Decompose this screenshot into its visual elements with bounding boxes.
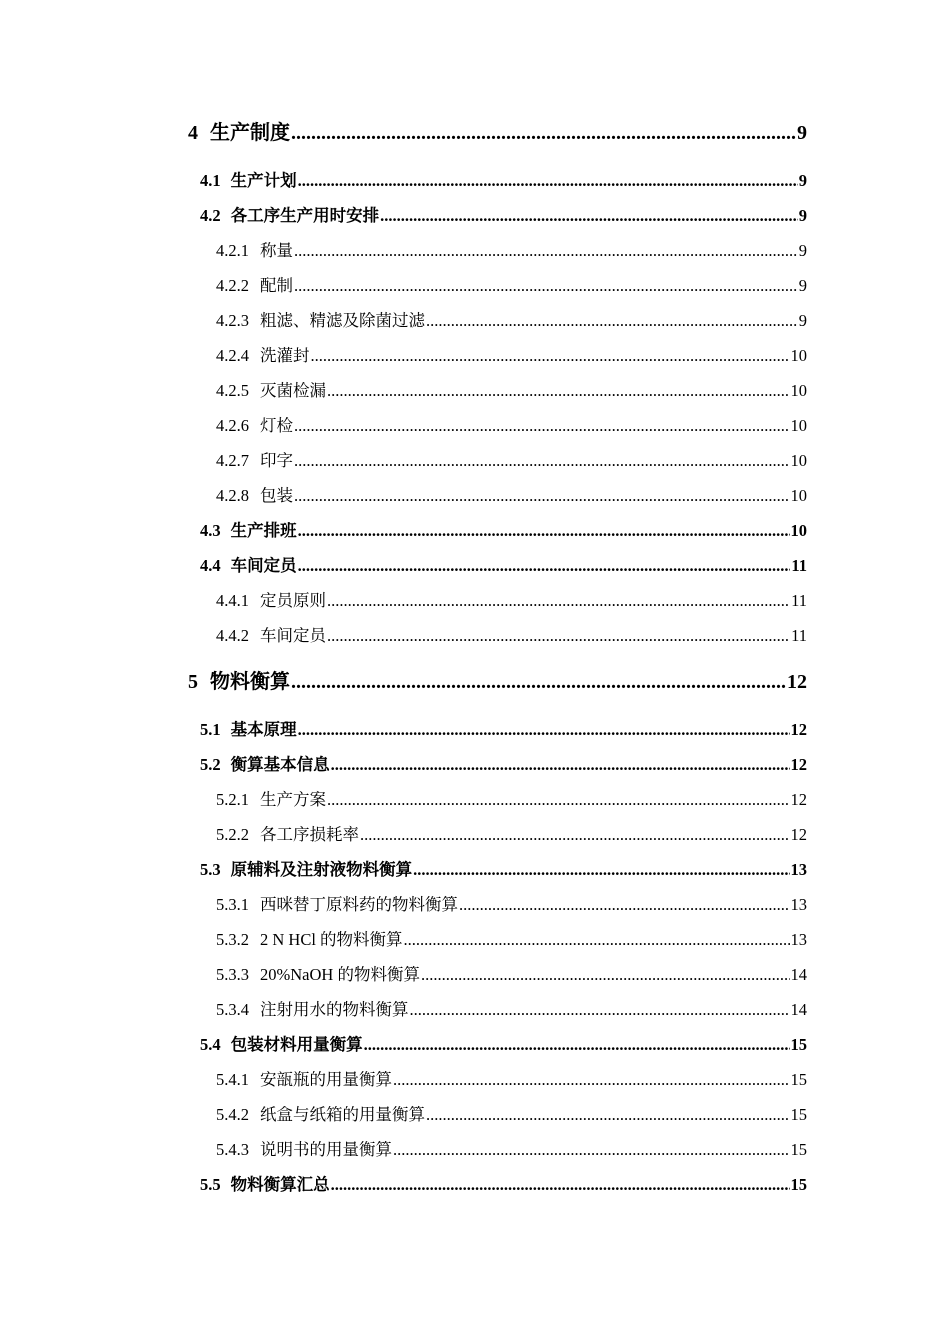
toc-subsection-4-2-2[interactable] — [216, 272, 807, 296]
toc-entry-title: 安瓿瓶的用量衡算 — [260, 1070, 392, 1089]
toc-entry-title: 生产排班 — [230, 521, 297, 540]
toc-entry-title: 洗灌封 — [260, 346, 310, 365]
toc-entry-number: 5.5 — [200, 1175, 221, 1194]
toc-entry-number: 4.2.3 — [216, 311, 249, 330]
toc-entry-page: 15 — [790, 1105, 807, 1124]
toc-entry-page: 9 — [797, 122, 807, 144]
toc-entry-number: 5.3.3 — [216, 965, 249, 984]
toc-subsection-5-2-2[interactable] — [216, 821, 807, 845]
toc-entry-page: 10 — [790, 521, 807, 540]
toc-entry-number: 4.2.4 — [216, 346, 249, 365]
toc-entry-number: 5.4.1 — [216, 1070, 249, 1089]
toc-entry-page: 12 — [787, 671, 807, 693]
toc-entry-number: 5.2.2 — [216, 825, 249, 844]
toc-entry-title: 各工序生产用时安排 — [230, 206, 380, 225]
toc-chapter-4[interactable] — [188, 116, 807, 145]
toc-entry-page: 12 — [790, 825, 807, 844]
toc-subsection-5-4-1[interactable] — [216, 1066, 807, 1090]
toc-entry-page: 9 — [798, 276, 807, 295]
toc-entry-number: 5.3.1 — [216, 895, 249, 914]
toc-entry-number: 5 — [188, 671, 198, 693]
toc-leader-dots — [331, 1175, 790, 1195]
toc-entry-title: 2 N HCl 的物料衡算 — [260, 930, 403, 949]
toc-entry-number: 5.3 — [200, 860, 221, 879]
toc-entry-title: 衡算基本信息 — [230, 755, 330, 774]
toc-leader-dots — [327, 381, 790, 401]
toc-subsection-4-4-2[interactable] — [216, 622, 807, 646]
toc-entry-title: 生产方案 — [260, 790, 326, 809]
toc-entry-number: 5.2.1 — [216, 790, 249, 809]
toc-entry-number: 5.4.3 — [216, 1140, 249, 1159]
toc-entry-page: 15 — [790, 1140, 807, 1159]
toc-entry-number: 4.4.2 — [216, 626, 249, 645]
toc-entry-page: 13 — [790, 930, 807, 949]
toc-entry-title: 生产制度 — [210, 122, 290, 144]
toc-entry-title: 说明书的用量衡算 — [260, 1140, 392, 1159]
toc-entry-number: 5.1 — [200, 720, 221, 739]
toc-leader-dots — [459, 895, 790, 915]
toc-entry-page: 9 — [798, 171, 807, 190]
toc-entry-page: 10 — [790, 346, 807, 365]
toc-entry-number: 5.4.2 — [216, 1105, 249, 1124]
toc-entry-title: 物料衡算 — [210, 671, 290, 693]
toc-section-4-2[interactable] — [200, 202, 807, 226]
toc-entry-page: 9 — [798, 206, 807, 225]
toc-entry-page: 11 — [791, 591, 807, 610]
toc-entry-number: 4 — [188, 122, 198, 144]
toc-section-5-3[interactable] — [200, 856, 807, 880]
toc-subsection-4-2-1[interactable] — [216, 237, 807, 261]
toc-entry-number: 5.4 — [200, 1035, 221, 1054]
toc-subsection-5-4-3[interactable] — [216, 1136, 807, 1160]
toc-subsection-5-3-2[interactable] — [216, 926, 807, 950]
toc-subsection-5-3-3[interactable] — [216, 961, 807, 985]
toc-subsection-5-2-1[interactable] — [216, 786, 807, 810]
toc-entry-page: 15 — [790, 1070, 807, 1089]
toc-entry-title: 各工序损耗率 — [260, 825, 359, 844]
toc-entry-page: 13 — [790, 860, 807, 879]
toc-entry-page: 12 — [790, 720, 807, 739]
toc-subsection-4-2-7[interactable] — [216, 447, 807, 471]
toc-entry-number: 5.2 — [200, 755, 221, 774]
toc-entry-number: 4.2.5 — [216, 381, 249, 400]
toc-leader-dots — [360, 825, 790, 845]
toc-entry-page: 12 — [790, 790, 807, 809]
toc-entry-page: 14 — [790, 965, 807, 984]
toc-entry-title: 灭菌检漏 — [260, 381, 326, 400]
toc-leader-dots — [294, 451, 790, 471]
toc-entry-number: 4.2.7 — [216, 451, 249, 470]
toc-subsection-4-4-1[interactable] — [216, 587, 807, 611]
toc-entry-number: 4.2.6 — [216, 416, 249, 435]
toc-entry-number: 4.2.1 — [216, 241, 249, 260]
toc-leader-dots — [294, 276, 798, 296]
toc-entry-title: 包装 — [260, 486, 293, 505]
toc-chapter-5[interactable] — [188, 665, 807, 694]
toc-leader-dots — [413, 860, 789, 880]
toc-section-5-4[interactable] — [200, 1031, 807, 1055]
toc-leader-dots — [327, 626, 790, 646]
toc-leader-dots — [410, 1000, 790, 1020]
toc-leader-dots — [404, 930, 790, 950]
toc-entry-number: 4.2 — [200, 206, 221, 225]
toc-entry-page: 15 — [790, 1035, 807, 1054]
toc-leader-dots — [294, 416, 790, 436]
toc-entry-title: 物料衡算汇总 — [230, 1175, 330, 1194]
toc-leader-dots — [380, 206, 798, 226]
toc-entry-page: 10 — [790, 381, 807, 400]
toc-section-5-1[interactable] — [200, 716, 807, 740]
toc-entry-number: 5.3.4 — [216, 1000, 249, 1019]
toc-leader-dots — [298, 171, 798, 191]
toc-entry-page: 15 — [790, 1175, 807, 1194]
toc-leader-dots — [298, 556, 791, 576]
toc-entry-page: 9 — [798, 311, 807, 330]
toc-entry-page: 12 — [790, 755, 807, 774]
toc-entry-title: 注射用水的物料衡算 — [260, 1000, 409, 1019]
toc-entry-title: 基本原理 — [230, 720, 297, 739]
toc-leader-dots — [291, 671, 786, 694]
toc-leader-dots — [294, 486, 790, 506]
toc-entry-title: 原辅料及注射液物料衡算 — [230, 860, 413, 879]
toc-entry-page: 13 — [790, 895, 807, 914]
toc-subsection-5-3-1[interactable] — [216, 891, 807, 915]
toc-entry-number: 4.2.8 — [216, 486, 249, 505]
toc-subsection-4-2-3[interactable] — [216, 307, 807, 331]
toc-entry-page: 10 — [790, 416, 807, 435]
toc-entry-page: 9 — [798, 241, 807, 260]
toc-leader-dots — [426, 1105, 790, 1125]
toc-entry-title: 20%NaOH 的物料衡算 — [260, 965, 420, 984]
toc-entry-number: 4.1 — [200, 171, 221, 190]
toc-leader-dots — [294, 241, 798, 261]
toc-section-4-1[interactable] — [200, 167, 807, 191]
toc-subsection-5-4-2[interactable] — [216, 1101, 807, 1125]
toc-entry-number: 5.3.2 — [216, 930, 249, 949]
toc-entry-number: 4.4 — [200, 556, 221, 575]
toc-leader-dots — [298, 720, 790, 740]
toc-leader-dots — [393, 1070, 790, 1090]
toc-entry-page: 11 — [791, 626, 807, 645]
toc-entry-number: 4.4.1 — [216, 591, 249, 610]
toc-entry-title: 生产计划 — [230, 171, 297, 190]
toc-entry-title: 灯检 — [260, 416, 293, 435]
toc-entry-page: 10 — [790, 486, 807, 505]
toc-entry-title: 车间定员 — [230, 556, 297, 575]
toc-section-4-4[interactable] — [200, 552, 807, 576]
toc-leader-dots — [364, 1035, 790, 1055]
toc-leader-dots — [393, 1140, 790, 1160]
toc-leader-dots — [311, 346, 790, 366]
toc-entry-title: 纸盒与纸箱的用量衡算 — [260, 1105, 425, 1124]
toc-leader-dots — [291, 122, 796, 145]
toc-subsection-4-2-4[interactable] — [216, 342, 807, 366]
toc-section-4-3[interactable] — [200, 517, 807, 541]
toc-entry-title: 配制 — [260, 276, 293, 295]
toc-entry-title: 车间定员 — [260, 626, 326, 645]
toc-entry-title: 印字 — [260, 451, 293, 470]
toc-leader-dots — [331, 755, 790, 775]
toc-subsection-4-2-6[interactable] — [216, 412, 807, 436]
toc-subsection-4-2-8[interactable] — [216, 482, 807, 506]
toc-entry-number: 4.2.2 — [216, 276, 249, 295]
toc-entry-page: 11 — [791, 556, 807, 575]
toc-leader-dots — [327, 591, 790, 611]
toc-leader-dots — [421, 965, 790, 985]
toc-entry-title: 粗滤、精滤及除菌过滤 — [260, 311, 425, 330]
toc-subsection-4-2-5[interactable] — [216, 377, 807, 401]
toc-entry-title: 西咪替丁原料药的物料衡算 — [260, 895, 458, 914]
toc-subsection-5-3-4[interactable] — [216, 996, 807, 1020]
toc-leader-dots — [426, 311, 798, 331]
toc-entry-page: 10 — [790, 451, 807, 470]
toc-section-5-5[interactable] — [200, 1171, 807, 1195]
toc-entry-title: 包装材料用量衡算 — [230, 1035, 363, 1054]
toc-entry-number: 4.3 — [200, 521, 221, 540]
toc-entry-title: 定员原则 — [260, 591, 326, 610]
toc-entry-page: 14 — [790, 1000, 807, 1019]
toc-leader-dots — [327, 790, 790, 810]
toc-entry-title: 称量 — [260, 241, 293, 260]
toc-leader-dots — [298, 521, 790, 541]
toc-section-5-2[interactable] — [200, 751, 807, 775]
